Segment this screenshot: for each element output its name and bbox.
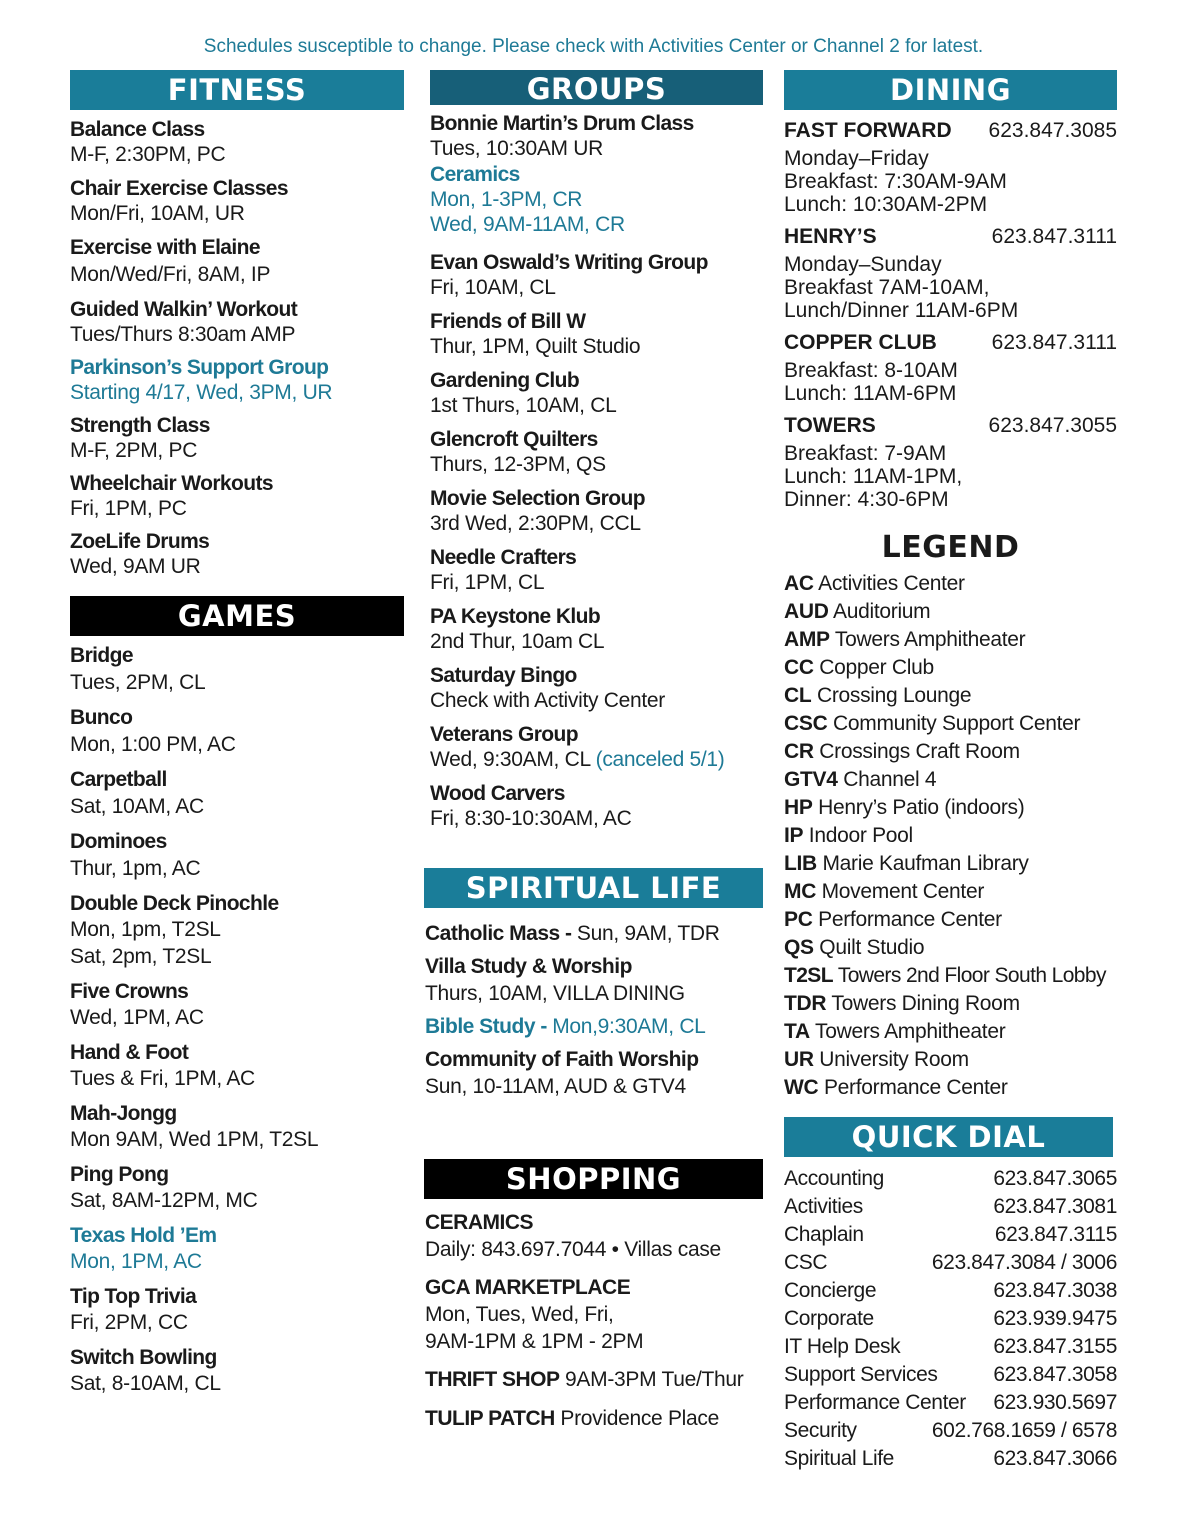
list-item: Catholic Mass - Sun, 9AM, TDR <box>425 922 720 945</box>
list-item: Parkinson’s Support Group Starting 4/17, Wed, 3PM, UR <box>70 356 333 404</box>
quick-dial-row: Spiritual Life 623.847.3066 <box>784 1447 1117 1470</box>
legend-item: CSC Community Support Center <box>784 712 1081 735</box>
list-item: ZoeLife Drums Wed, 9AM UR <box>70 530 210 578</box>
legend-item: AC Activities Center <box>784 572 965 595</box>
games-header: GAMES <box>70 596 404 636</box>
quick-dial-row: Performance Center 623.930.5697 <box>784 1391 1117 1414</box>
quick-dial-row: Security 602.768.1659 / 6578 <box>784 1419 1117 1442</box>
list-item: Mah-Jongg Mon 9AM, Wed 1PM, T2SL <box>70 1102 319 1151</box>
list-item: FAST FORWARD 623.847.3085 Monday–Friday Breakfast: 7:30AM-9AM Lunch: 10:30AM-2PM <box>784 119 1117 216</box>
list-item: Villa Study & Worship Thurs, 10AM, VILLA DINING <box>425 955 685 1005</box>
legend-item: HP Henry’s Patio (indoors) <box>784 796 1025 819</box>
legend-item: TDR Towers Dining Room <box>784 992 1020 1015</box>
list-item: Switch Bowling Sat, 8-10AM, CL <box>70 1346 221 1395</box>
list-item: CERAMICS Daily: 843.697.7044 • Villas case <box>425 1211 721 1261</box>
list-item: Hand & Foot Tues & Fri, 1PM, AC <box>70 1041 255 1090</box>
legend-item: WC Performance Center <box>784 1076 1008 1099</box>
list-item: PA Keystone Klub 2nd Thur, 10am CL <box>430 605 605 653</box>
legend-item: LIB Marie Kaufman Library <box>784 852 1029 875</box>
legend-item: T2SL Towers 2nd Floor South Lobby <box>784 964 1106 987</box>
list-item: Dominoes Thur, 1pm, AC <box>70 830 201 880</box>
list-item: Wood Carvers Fri, 8:30-10:30AM, AC <box>430 782 632 830</box>
schedule-notice: Schedules susceptible to change. Please check with Activities Center or Channel 2 for latest. <box>203 36 984 57</box>
legend-list <box>784 570 1124 1102</box>
list-item: Glencroft Quilters Thurs, 12-3PM, QS <box>430 428 606 476</box>
dining-header: DINING <box>784 70 1117 110</box>
list-item: Double Deck Pinochle Mon, 1pm, T2SL Sat, 2pm, T2SL <box>70 892 279 968</box>
list-item: TULIP PATCH Providence Place <box>425 1407 720 1430</box>
groups-header: GROUPS <box>430 70 763 105</box>
spiritual-list <box>425 920 765 1100</box>
list-item: Saturday Bingo Check with Activity Center <box>430 664 665 712</box>
legend-item: GTV4 Channel 4 <box>784 768 937 791</box>
list-item: Ceramics Mon, 1-3PM, CR Wed, 9AM-11AM, CR <box>430 163 625 236</box>
legend-item: TA Towers Amphitheater <box>784 1020 1006 1043</box>
spiritual-life-header: SPIRITUAL LIFE <box>424 868 763 908</box>
quick-dial-row: Corporate 623.939.9475 <box>784 1307 1117 1330</box>
list-item: GCA MARKETPLACE Mon, Tues, Wed, Fri, 9AM-1PM & 1PM - 2PM <box>425 1276 644 1353</box>
quick-dial-row: Concierge 623.847.3038 <box>784 1279 1117 1302</box>
list-item: Strength Class M-F, 2PM, PC <box>70 414 210 462</box>
quick-dial-row: Accounting 623.847.3065 <box>784 1167 1117 1190</box>
quick-dial-row: CSC 623.847.3084 / 3006 <box>784 1251 1117 1274</box>
list-item: Needle Crafters Fri, 1PM, CL <box>430 546 577 594</box>
canceled-note: (canceled 5/1) <box>595 748 725 771</box>
quick-dial-header: QUICK DIAL <box>784 1117 1113 1157</box>
legend-item: AUD Auditorium <box>784 600 931 623</box>
list-item: Bible Study - Mon,9:30AM, CL <box>425 1015 706 1038</box>
column-middle <box>425 70 763 1430</box>
groups-list <box>430 105 763 831</box>
legend-item: UR University Room <box>784 1048 969 1071</box>
fitness-header: FITNESS <box>70 70 404 110</box>
list-item: Guided Walkin’ Workout Tues/Thurs 8:30am AMP <box>70 298 298 346</box>
legend-item: MC Movement Center <box>784 880 985 903</box>
legend-title: LEGEND <box>881 530 1020 565</box>
column-left <box>70 70 404 1395</box>
shopping-list <box>425 1209 765 1432</box>
list-item: TOWERS 623.847.3055 Breakfast: 7-9AM Lunch: 11AM-1PM, Dinner: 4:30-6PM <box>784 414 1117 511</box>
list-item: Gardening Club 1st Thurs, 10AM, CL <box>430 369 617 417</box>
list-item: Friends of Bill W Thur, 1PM, Quilt Studio <box>430 310 641 358</box>
list-item: Carpetball Sat, 10AM, AC <box>70 768 204 818</box>
list-item: COPPER CLUB 623.847.3111 Breakfast: 8-10AM Lunch: 11AM-6PM <box>784 331 1117 405</box>
list-item: Community of Faith Worship Sun, 10-11AM, AUD & GTV4 <box>425 1048 699 1098</box>
legend-item: QS Quilt Studio <box>784 936 925 959</box>
quick-dial-row: IT Help Desk 623.847.3155 <box>784 1335 1117 1358</box>
list-item: Bonnie Martin’s Drum Class Tues, 10:30AM UR <box>430 112 694 160</box>
quick-dial-list <box>784 1165 1117 1473</box>
list-item: Bridge Tues, 2PM, CL <box>70 644 206 694</box>
fitness-list <box>70 110 404 579</box>
list-item: Tip Top Trivia Fri, 2PM, CC <box>70 1285 197 1334</box>
legend-item: CR Crossings Craft Room <box>784 740 1020 763</box>
list-item: HENRY’S 623.847.3111 Monday–Sunday Breakfast 7AM-10AM, Lunch/Dinner 11AM-6PM <box>784 225 1117 322</box>
list-item: Evan Oswald’s Writing Group Fri, 10AM, CL <box>430 251 708 299</box>
list-item: Bunco Mon, 1:00 PM, AC <box>70 706 236 756</box>
quick-dial-row: Chaplain 623.847.3115 <box>784 1223 1117 1246</box>
list-item: Exercise with Elaine Mon/Wed/Fri, 8AM, IP <box>70 236 271 286</box>
list-item: THRIFT SHOP 9AM-3PM Tue/Thur <box>425 1368 744 1391</box>
legend-item: IP Indoor Pool <box>784 824 913 847</box>
list-item: Five Crowns Wed, 1PM, AC <box>70 980 204 1029</box>
shopping-header: SHOPPING <box>424 1159 763 1199</box>
legend-item: PC Performance Center <box>784 908 1002 931</box>
list-item: Movie Selection Group 3rd Wed, 2:30PM, CCL <box>430 487 645 535</box>
list-item: Texas Hold ’Em Mon, 1PM, AC <box>70 1224 217 1273</box>
dining-list <box>784 110 1117 511</box>
legend-item: CC Copper Club <box>784 656 934 679</box>
column-right <box>784 70 1117 1470</box>
list-item: Wheelchair Workouts Fri, 1PM, PC <box>70 472 273 520</box>
legend-item: CL Crossing Lounge <box>784 684 972 707</box>
games-list <box>70 644 404 1398</box>
list-item: Chair Exercise Classes Mon/Fri, 10AM, UR <box>70 177 288 225</box>
quick-dial-row: Activities 623.847.3081 <box>784 1195 1117 1218</box>
legend-item: AMP Towers Amphitheater <box>784 628 1026 651</box>
list-item: Ping Pong Sat, 8AM-12PM, MC <box>70 1163 258 1212</box>
quick-dial-row: Support Services 623.847.3058 <box>784 1363 1117 1386</box>
list-item: Balance Class M-F, 2:30PM, PC <box>70 118 226 166</box>
list-item: Veterans Group Wed, 9:30AM, CL (canceled 5/1) <box>430 723 725 771</box>
